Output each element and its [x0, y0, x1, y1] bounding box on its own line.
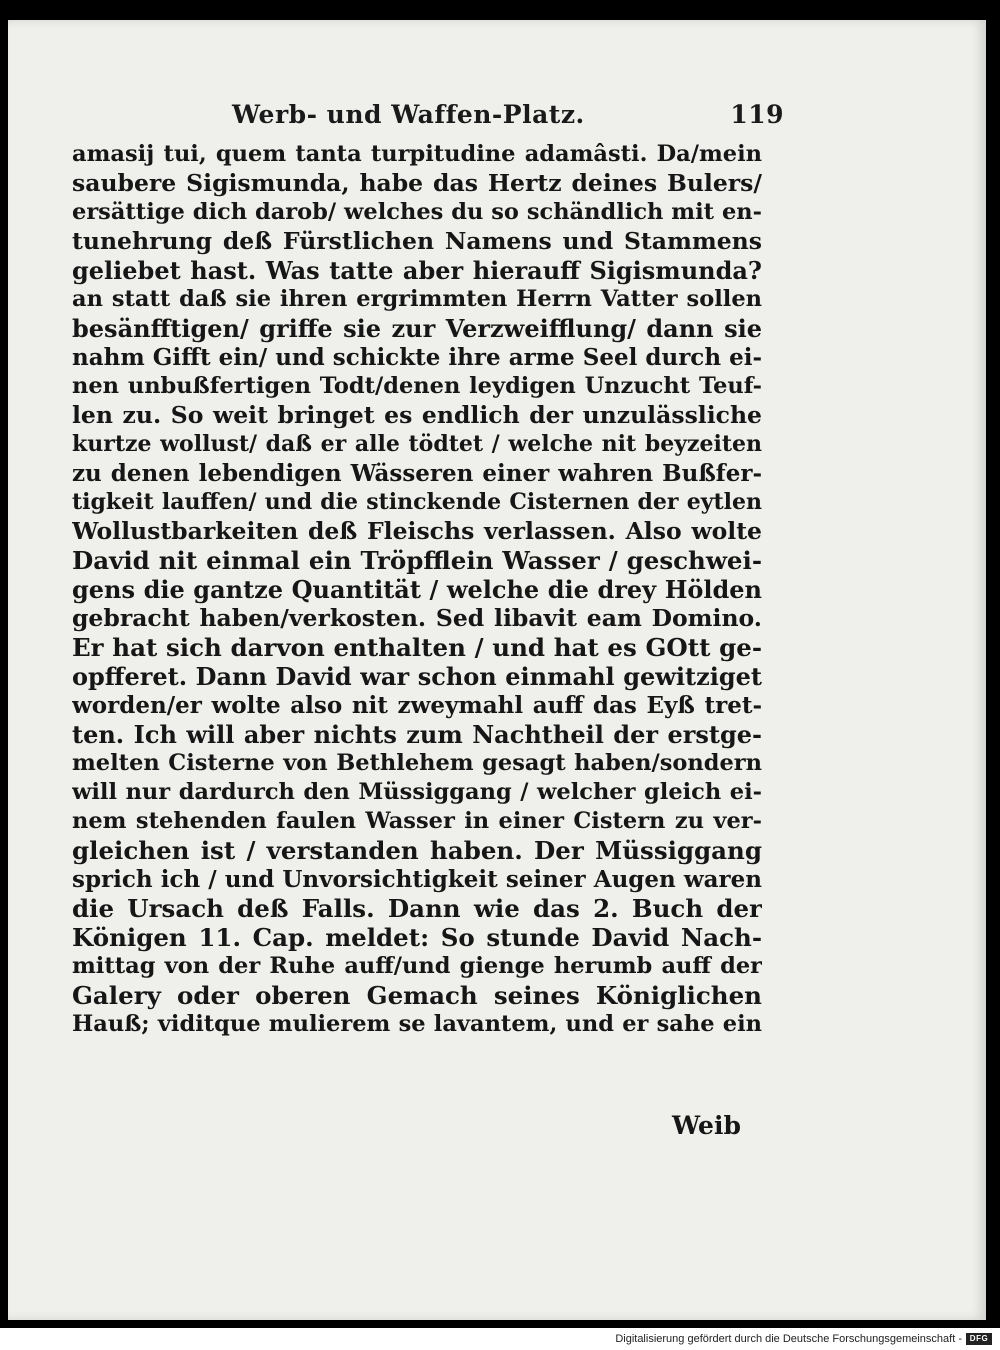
- text-line: David nit einmal ein Tröpfflein Wasser / geschwei-: [72, 546, 762, 575]
- text-line: gebracht haben/verkosten. Sed libavit eam Domino.: [72, 604, 762, 632]
- text-line: opfferet. Dann David war schon einmahl gewitziget: [72, 662, 762, 691]
- text-line: geliebet hast. Was tatte aber hierauff Sigismunda?: [72, 256, 762, 285]
- text-line: tunehrung deß Fürstlichen Namens und Stammens: [72, 227, 762, 255]
- text-line: tigkeit lauffen/ und die stinckende Cisternen der eytlen: [72, 489, 762, 515]
- body-text: [72, 140, 762, 1039]
- text-line: gens die gantze Quantität / welche die drey Hölden: [72, 575, 762, 604]
- text-line: mittag von der Ruhe auff/und gienge herumb auff der: [72, 953, 762, 979]
- text-line: besänfftigen/ griffe sie zur Verzweifflung/ dann sie: [72, 314, 762, 343]
- text-line: zu denen lebendigen Wässeren einer wahren Bußfer-: [72, 460, 762, 487]
- text-line: Galery oder oberen Gemach seines Königlichen: [72, 981, 762, 1010]
- text-line: nen unbußfertigen Todt/denen leydigen Unzucht Teuf-: [72, 373, 762, 399]
- text-line: kurtze wollust/ daß er alle tödtet / welche nit beyzeiten: [72, 431, 762, 457]
- running-header: [232, 100, 792, 136]
- text-line: sprich ich / und Unvorsichtigkeit seiner Augen waren: [72, 866, 762, 893]
- text-line: Königen 11. Cap. meldet: So stunde David Nach-: [72, 923, 762, 952]
- text-line: an statt daß sie ihren ergrimmten Herrn Vatter sollen: [72, 286, 762, 312]
- text-line: Er hat sich darvon enthalten / und hat es GOtt ge-: [72, 633, 762, 662]
- text-line: ersättige dich darob/ welches du so schändlich mit en-: [72, 199, 762, 225]
- page-number: 119: [730, 100, 784, 129]
- text-line: nem stehenden faulen Wasser in einer Cistern zu ver-: [72, 808, 762, 834]
- text-line: Hauß; viditque mulierem se lavantem, und er sahe ein: [72, 1011, 762, 1037]
- dfg-logo-icon: DFG: [966, 1333, 992, 1345]
- text-line: will nur dardurch den Müssiggang / welcher gleich ei-: [72, 779, 762, 805]
- text-line: saubere Sigismunda, habe das Hertz deines Bulers/: [72, 169, 762, 197]
- text-line: gleichen ist / verstanden haben. Der Müssiggang: [72, 836, 762, 865]
- text-line: Wollustbarkeiten deß Fleischs verlassen. Also wolte: [72, 517, 762, 545]
- catchword: Weib: [672, 1111, 741, 1140]
- footer-credit: Digitalisierung gefördert durch die Deutsche Forschungsgemeinschaft -: [615, 1333, 962, 1345]
- text-line: len zu. So weit bringet es endlich der unzulässliche: [72, 401, 762, 429]
- text-line: worden/er wolte also nit zweymahl auff das Eyß tret-: [72, 692, 762, 719]
- text-line: melten Cisterne von Bethlehem gesagt haben/sondern: [72, 750, 762, 776]
- running-title: Werb- und Waffen-Platz.: [232, 100, 585, 129]
- text-line: ten. Ich will aber nichts zum Nachtheil der erstge-: [72, 720, 762, 749]
- text-line: nahm Gifft ein/ und schickte ihre arme Seel durch ei-: [72, 344, 762, 371]
- text-line: die Ursach deß Falls. Dann wie das 2. Buch der: [72, 894, 762, 923]
- text-line: amasij tui, quem tanta turpitudine adamâsti. Da/mein: [72, 141, 762, 167]
